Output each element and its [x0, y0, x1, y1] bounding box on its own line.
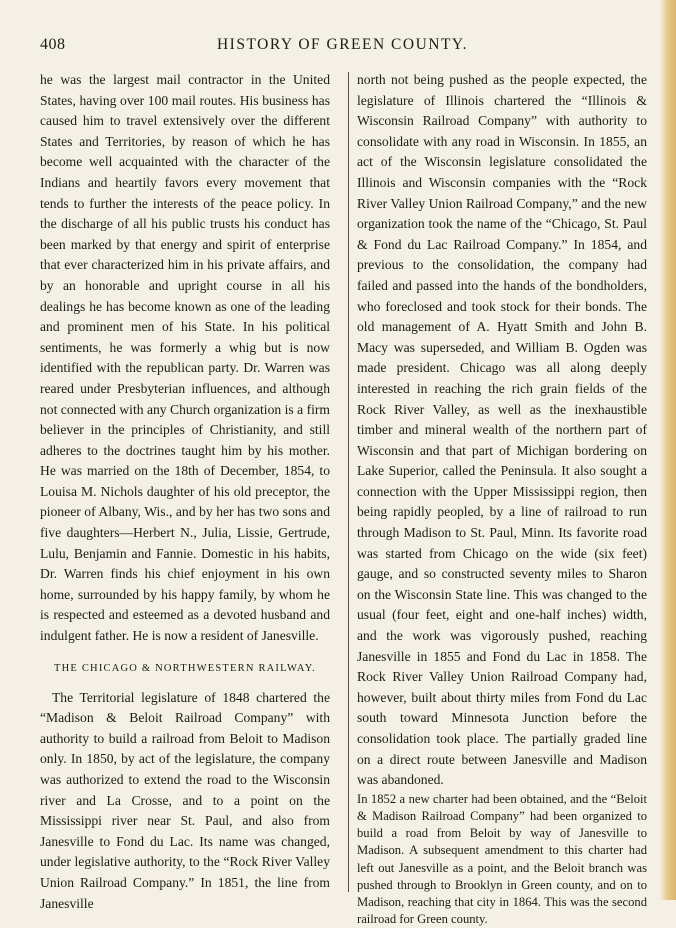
left-column [40, 70, 330, 914]
paragraph-warren-biography: he was the largest mail contractor in the United States, having over 100 mail routes. His business has caused him to travel extensively over the different States and Territories, by reason of which he has become well acquainted with the character of the Indians and heartily favors every movement that tends to further the interests of the peace policy. In the discharge of all his public trusts his conduct has been marked by that energy and spirit of enterprise that ever characterized him in his private affairs, and by an honorable and upright course in all his dealings he has become known as one of the leading and prominent men of his State. In his political sentiments, he was formerly a whig but is now identified with the republican party. Dr. Warren was reared under Presbyterian influences, and although not connected with any Church organization is a firm believer in the principles of Christianity, and still adheres to the doctrines taught him by his mother. He was married on the 18th of December, 1854, to Louisa M. Nichols daughter of his old preceptor, the pioneer of Albany, Wis., and by her has two sons and five daughters—Herbert N., Julia, Lissie, Gertrude, Lulu, Benjamin and Fannie. Domestic in his habits, Dr. Warren finds his chief enjoyment in his own home, surrounded by his happy family, by whom he is respected and esteemed as a devoted husband and indulgent father. He is now a resident of Janesville. [40, 72, 330, 644]
paragraph-beloit-madison: In 1852 a new charter had been obtained, and the “Beloit & Madison Railroad Company” had been organized to build a road from Beloit by way of Janesville to Madison. A subsequent amendment to this charter had left out Janesville as a point, and the Beloit branch was pushed through to Brooklyn in Green county, and on to Madison, reaching that city in 1864. This was the second railroad for Green county. [357, 791, 647, 927]
paragraph-railway-charter: The Territorial legislature of 1848 chartered the “Madison & Beloit Railroad Company” with authority to build a railroad from Beloit to Madison only. In 1850, by act of the legislature, the company was authorized to extend the road to the Wisconsin river and La Crosse, and to a point on the Mississippi river near St. Paul, and also from Janesville to Fond du Lac. Its name was changed, under legislative authority, to the “Rock River Valley Union Railroad Company.” In 1851, the line from Janesville [40, 689, 330, 911]
book-title: HISTORY OF GREEN COUNTY. [216, 36, 469, 53]
section-heading: THE CHICAGO & NORTHWESTERN RAILWAY. [54, 662, 316, 674]
page-number: 408 [40, 36, 66, 53]
page-edge-shadow [660, 0, 676, 900]
right-column [357, 70, 647, 928]
column-divider [348, 72, 349, 892]
paragraph-consolidation: north not being pushed as the people expected, the legislature of Illinois chartered the “Illinois & Wisconsin Railroad Company” with authority to consolidate with any road in Wisconsin. In 1855, an act of the Wisconsin legislature consolidated the Illinois and Wisconsin companies with the “Rock River Valley Union Railroad Company,” and the new organization took the name of the “Chicago, St. Paul & Fond du Lac Railroad Company.” In 1854, and previous to the consolidation, the company had failed and passed into the hands of the bondholders, who foreclosed and took stock for their bonds. The old management of A. Hyatt Smith and John B. Macy was superseded, and William B. Ogden was made president. Chicago was all along deeply interested in reaching the rich grain fields of the Rock River Valley, as well as the inexhaustible timber and mineral wealth of the northern part of Wisconsin and that part of Michigan bordering on Lake Superior, called the Peninsula. It also sought a connection with the Upper Mississippi region, then being rapidly peopled, by a line of railroad to run through Madison to St. Paul, Minn. Its favorite road was started from Chicago on the wide (six feet) gauge, and so constructed seventy miles to Sharon on the Wisconsin State line. This was changed to the usual (four feet, eight and one-half inches) width, and the work was vigorously pushed, reaching Janesville in 1855 and Fond du Lac in 1858. The Rock River Valley Union Railroad Company had, however, built about thirty miles from Fond du Lac south toward Minnesota Junction before the consolidation took place. The partially graded line on a direct route between Janesville and Madison was abandoned. [357, 72, 647, 788]
running-head [40, 36, 645, 60]
